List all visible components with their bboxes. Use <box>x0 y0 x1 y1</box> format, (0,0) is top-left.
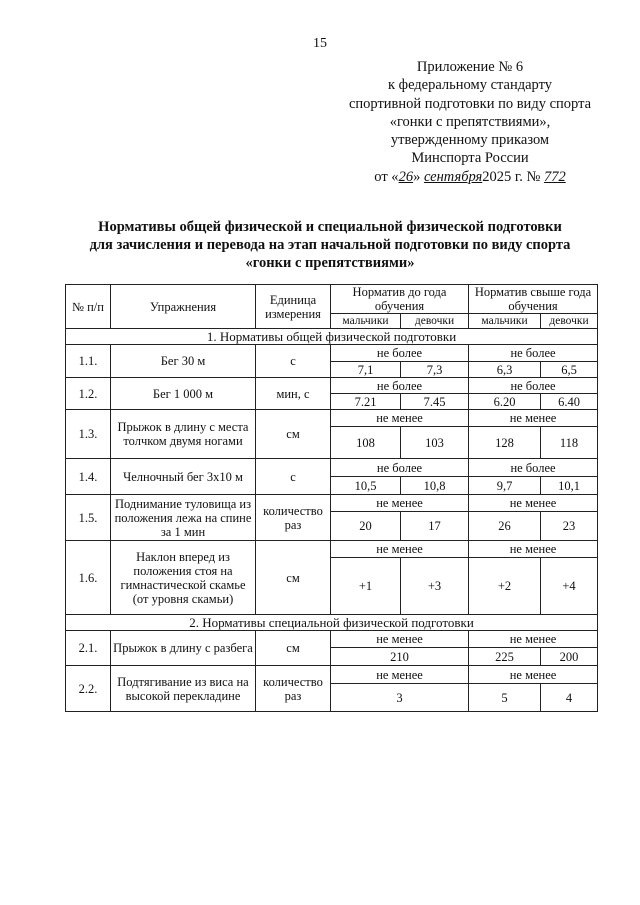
header-girls: девочки <box>401 314 469 329</box>
handwritten-order-number: 772 <box>543 168 566 185</box>
row-number: 1.1. <box>66 345 111 378</box>
unit: количество раз <box>256 666 331 712</box>
value-cell: 20 <box>331 512 401 541</box>
condition-group2: не менее <box>469 495 598 512</box>
row-number: 1.5. <box>66 495 111 541</box>
handwritten-month: сентября <box>423 168 483 185</box>
exercise-name: Наклон вперед из положения стоя на гимнастической скамье (от уровня скамьи) <box>111 541 256 615</box>
table-row <box>66 666 598 684</box>
condition-group2: не менее <box>469 541 598 558</box>
standards-table <box>65 284 598 712</box>
value-cell: 7,1 <box>331 362 401 378</box>
value-cell: +1 <box>331 558 401 615</box>
row-number: 2.1. <box>66 631 111 666</box>
appendix-line: Приложение № 6 <box>416 59 524 75</box>
header-group1: Норматив до года обучения <box>331 285 469 314</box>
section-heading: 1. Нормативы общей физической подготовки <box>66 329 598 345</box>
value-cell: 10,8 <box>401 477 469 495</box>
value-cell: 225 <box>469 648 541 666</box>
date-mid: » <box>413 168 421 185</box>
exercise-name: Челночный бег 3х10 м <box>111 459 256 495</box>
appendix-block <box>330 58 610 186</box>
order-date-line <box>330 168 610 186</box>
value-cell: 9,7 <box>469 477 541 495</box>
appendix-line: спортивной подготовки по виду спорта <box>348 95 592 112</box>
condition-group1: не менее <box>331 410 469 427</box>
document-title <box>60 218 600 272</box>
value-cell: 7.45 <box>401 394 469 410</box>
row-number: 2.2. <box>66 666 111 712</box>
condition-group2: не менее <box>469 666 598 684</box>
table-row <box>66 378 598 394</box>
value-cell: 7,3 <box>401 362 469 378</box>
row-number: 1.6. <box>66 541 111 615</box>
appendix-line: утвержденному приказом <box>390 132 550 149</box>
value-cell: 103 <box>401 427 469 459</box>
condition-group2: не более <box>469 345 598 362</box>
row-number: 1.4. <box>66 459 111 495</box>
table-row <box>66 541 598 558</box>
value-cell: 3 <box>331 684 469 712</box>
exercise-name: Поднимание туловища из положения лежа на спине за 1 мин <box>111 495 256 541</box>
condition-group2: не менее <box>469 410 598 427</box>
unit: с <box>256 459 331 495</box>
header-unit: Единица измерения <box>256 285 331 329</box>
unit: см <box>256 541 331 615</box>
value-cell: 26 <box>469 512 541 541</box>
exercise-name: Прыжок в длину с разбега <box>111 631 256 666</box>
row-number: 1.2. <box>66 378 111 410</box>
value-cell: 128 <box>469 427 541 459</box>
header-exercise: Упражнения <box>111 285 256 329</box>
value-cell: +3 <box>401 558 469 615</box>
condition-group1: не менее <box>331 541 469 558</box>
unit: см <box>256 631 331 666</box>
condition-group1: не менее <box>331 631 469 648</box>
condition-group1: не более <box>331 345 469 362</box>
table-row <box>66 631 598 648</box>
date-year: 2025 г. № <box>482 168 541 185</box>
value-cell: 6.40 <box>541 394 598 410</box>
value-cell: 7.21 <box>331 394 401 410</box>
title-line: для зачисления и перевода на этап начальной подготовки по виду спорта <box>89 237 571 253</box>
value-cell: 6.20 <box>469 394 541 410</box>
value-cell: 17 <box>401 512 469 541</box>
exercise-name: Бег 30 м <box>111 345 256 378</box>
table-row <box>66 459 598 477</box>
appendix-line: Минспорта России <box>411 150 529 167</box>
section-heading: 2. Нормативы специальной физической подготовки <box>66 615 598 631</box>
page-number: 15 <box>313 36 327 51</box>
title-line: Нормативы общей физической и специальной физической подготовки <box>98 219 562 235</box>
title-line: «гонки с препятствиями» <box>245 255 415 271</box>
header-group2: Норматив свыше года обучения <box>469 285 598 314</box>
condition-group1: не менее <box>331 495 469 512</box>
value-cell: 23 <box>541 512 598 541</box>
table-row <box>66 495 598 512</box>
value-cell: 108 <box>331 427 401 459</box>
handwritten-day: 26 <box>398 168 414 185</box>
value-cell: +2 <box>469 558 541 615</box>
value-cell: 10,5 <box>331 477 401 495</box>
condition-group1: не менее <box>331 666 469 684</box>
appendix-line: к федеральному стандарту <box>388 77 552 94</box>
value-cell: 6,3 <box>469 362 541 378</box>
header-boys: мальчики <box>469 314 541 329</box>
condition-group2: не более <box>469 378 598 394</box>
value-cell: 118 <box>541 427 598 459</box>
unit: см <box>256 410 331 459</box>
header-girls: девочки <box>541 314 598 329</box>
date-prefix: от « <box>374 168 399 185</box>
condition-group2: не менее <box>469 631 598 648</box>
value-cell: 200 <box>541 648 598 666</box>
exercise-name: Прыжок в длину с места толчком двумя ногами <box>111 410 256 459</box>
value-cell: +4 <box>541 558 598 615</box>
value-cell: 10,1 <box>541 477 598 495</box>
value-cell: 210 <box>331 648 469 666</box>
condition-group2: не более <box>469 459 598 477</box>
header-num: № п/п <box>66 285 111 329</box>
exercise-name: Бег 1 000 м <box>111 378 256 410</box>
table-row <box>66 410 598 427</box>
table-row <box>66 345 598 362</box>
exercise-name: Подтягивание из виса на высокой перекладине <box>111 666 256 712</box>
header-boys: мальчики <box>331 314 401 329</box>
condition-group1: не более <box>331 459 469 477</box>
unit: количество раз <box>256 495 331 541</box>
value-cell: 5 <box>469 684 541 712</box>
unit: с <box>256 345 331 378</box>
value-cell: 6,5 <box>541 362 598 378</box>
appendix-line: «гонки с препятствиями», <box>389 113 551 130</box>
unit: мин, с <box>256 378 331 410</box>
condition-group1: не более <box>331 378 469 394</box>
row-number: 1.3. <box>66 410 111 459</box>
value-cell: 4 <box>541 684 598 712</box>
